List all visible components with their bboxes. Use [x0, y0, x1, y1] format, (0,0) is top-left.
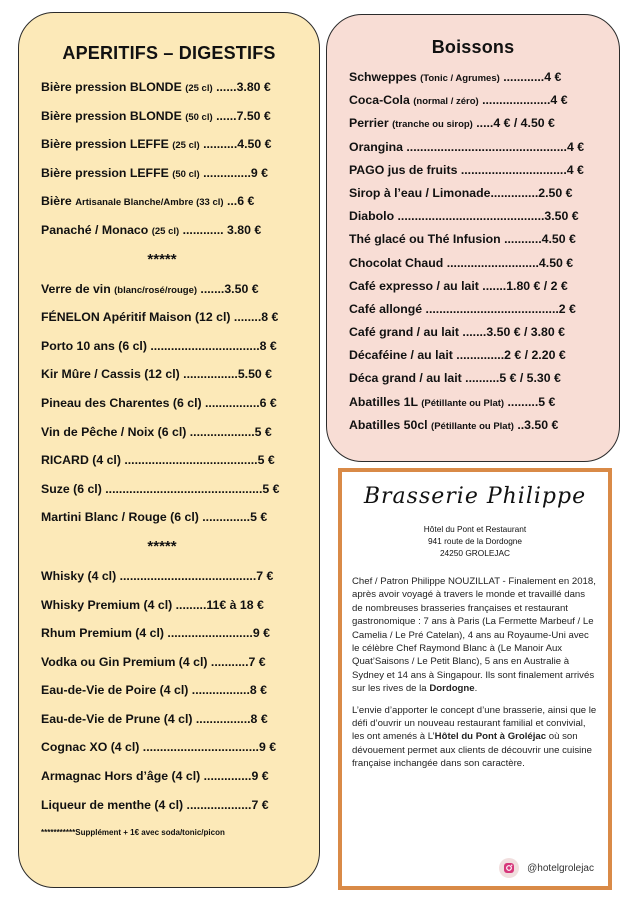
menu-item-note: (blanc/rosé/rouge) [114, 284, 198, 296]
menu-item-row [41, 80, 309, 109]
menu-item-name: Panaché / Monaco [41, 222, 152, 237]
chef-bio-bold: Dordogne [429, 683, 475, 695]
menu-item-price: ............ 3.80 € [179, 222, 262, 237]
menu-item-row [349, 348, 609, 371]
menu-item-row [41, 740, 309, 769]
menu-item-price: .....4 € / 4.50 € [472, 116, 555, 131]
menu-item-row [41, 769, 309, 798]
aperitifs-group-wines [41, 282, 309, 539]
menu-item-name: Déca grand / au lait ..........5 € / 5.30 € [349, 371, 561, 386]
menu-item-name: Thé glacé ou Thé Infusion ...........4.50 € [349, 232, 576, 247]
menu-item-price: ...6 € [223, 194, 255, 209]
menu-item-row [41, 712, 309, 741]
menu-item-row [41, 194, 309, 223]
menu-item-row [41, 310, 309, 339]
menu-item-row [349, 371, 609, 394]
menu-item-name: Whisky (4 cl) ........................................7 € [41, 568, 274, 583]
menu-item-name: Abatilles 50cl [349, 417, 432, 432]
menu-item-row [41, 626, 309, 655]
menu-item-price: ..........4.50 € [199, 137, 272, 152]
address-line: Hôtel du Pont et Restaurant [423, 524, 527, 534]
concept-end: où son dévouement permet aux clients de découvrir une cuisine française inchangée dans son caractère. [352, 731, 592, 770]
menu-item-row [41, 482, 309, 511]
instagram-handle[interactable]: @hotelgrolejac [527, 862, 594, 874]
menu-item-row [41, 598, 309, 627]
menu-item-note: (Pétillante ou Plat) [431, 420, 514, 432]
menu-item-row [349, 232, 609, 255]
menu-item-name: Diabolo ...........................................3.50 € [349, 209, 579, 224]
menu-item-name: Café expresso / au lait .......1.80 € / 2 € [349, 278, 568, 293]
menu-item-row [349, 256, 609, 279]
menu-item-name: Vin de Pêche / Noix (6 cl) ...................5 € [41, 424, 272, 439]
menu-item-row [41, 166, 309, 195]
menu-item-name: Bière pression BLONDE [41, 80, 186, 94]
menu-item-row [41, 425, 309, 454]
menu-item-name: Abatilles 1L [349, 394, 422, 409]
menu-item-row [41, 282, 309, 311]
menu-item-row [41, 339, 309, 368]
menu-item-note: (tranche ou sirop) [392, 119, 473, 131]
menu-item-row [349, 140, 609, 163]
boissons-title: Boissons [431, 37, 515, 57]
boissons-panel [326, 14, 620, 462]
chef-bio-end: . [474, 683, 478, 695]
menu-item-row [349, 395, 609, 418]
menu-item-name: Verre de vin [41, 281, 115, 296]
menu-item-row [41, 223, 309, 252]
menu-item-row [349, 302, 609, 325]
menu-item-note: (25 cl) [185, 83, 213, 94]
menu-item-row [349, 93, 609, 116]
menu-item-name: Bière pression BLONDE [41, 108, 186, 123]
menu-item-name: Café grand / au lait .......3.50 € / 3.80 € [349, 325, 565, 340]
menu-item-name: Martini Blanc / Rouge (6 cl) ..............5 € [41, 510, 268, 525]
address-block [352, 523, 598, 559]
menu-item-name: Suze (6 cl) ..............................................5 € [41, 481, 280, 496]
menu-item-note: (25 cl) [172, 140, 200, 152]
menu-item-note: Artisanale Blanche/Ambre (33 cl) [75, 197, 224, 209]
aperitifs-group-beers [41, 80, 309, 252]
menu-item-name: Chocolat Chaud ...........................4.50 € [349, 255, 574, 270]
menu-item-note: (Pétillante ou Plat) [421, 397, 505, 409]
menu-item-name: Porto 10 ans (6 cl) ................................8 € [41, 338, 277, 353]
menu-item-name: Armagnac Hors d’âge (4 cl) ..............9 € [41, 769, 269, 784]
menu-item-note: (normal / zéro) [413, 96, 479, 108]
aperitifs-title: APERITIFS – DIGESTIFS [62, 43, 276, 63]
chef-bio-paragraph [352, 575, 598, 696]
menu-item-price: ............4 € [499, 70, 562, 84]
menu-item-price: .......3.50 € [197, 281, 259, 296]
menu-item-name: Whisky Premium (4 cl) .........11€ à 18 € [41, 597, 264, 612]
menu-item-name: RICARD (4 cl) .......................................5 € [41, 453, 275, 468]
aperitifs-panel [18, 12, 320, 888]
stars-divider: ***** [147, 537, 177, 555]
instagram-handle-row[interactable] [499, 858, 594, 878]
menu-item-row [41, 137, 309, 166]
menu-item-row [41, 396, 309, 425]
menu-item-note: (50 cl) [172, 168, 200, 180]
menu-item-name: Bière pression LEFFE [41, 137, 173, 152]
menu-item-row [41, 367, 309, 396]
menu-item-name: Bière [41, 194, 76, 209]
menu-item-name: Cognac XO (4 cl) ..................................9 € [41, 740, 277, 755]
menu-item-row [349, 116, 609, 139]
menu-item-name: Coca-Cola [349, 93, 414, 108]
stars-divider: ***** [147, 250, 177, 268]
menu-item-row [349, 279, 609, 302]
supplement-footnote: ***********Supplément + 1€ avec soda/tonic/picon [41, 828, 225, 838]
chef-bio-text: Chef / Patron Philippe NOUZILLAT - Finalement en 2018, après avoir voyagé à travers le monde et travaillé dans de nombreuses brasseries françaises et restaurant gastronomique : 7 ans à Paris (La Fermette Marbeuf / Le Camelia / Le Pré Catelan), 4 ans au Royaume-Uni avec le célèbre Chef Raymond Blanc à (Le Manoir Aux Quat’Saisons / Le Petit Blanc), 5 ans en Australie à Sydney et 14 ans à Singapour. Ils sont finalement arrivés sur les rives de la [352, 576, 596, 695]
boissons-list [349, 70, 609, 441]
menu-item-name: Perrier [349, 116, 393, 131]
menu-item-name: FÉNELON Apéritif Maison (12 cl) ........8 € [41, 310, 279, 325]
menu-item-note: (Tonic / Agrumes) [420, 73, 500, 84]
menu-item-price: ..3.50 € [513, 417, 559, 432]
menu-item-name: Rhum Premium (4 cl) .........................9 € [41, 626, 270, 641]
menu-item-row [349, 209, 609, 232]
menu-item-row [41, 510, 309, 539]
menu-item-row [349, 186, 609, 209]
menu-item-row [349, 163, 609, 186]
menu-item-note: (50 cl) [185, 111, 213, 123]
menu-item-row [41, 798, 309, 827]
menu-item-name: Orangina ...............................................4 € [349, 139, 585, 154]
menu-item-row [41, 569, 309, 598]
menu-item-name: Pineau des Charentes (6 cl) ................6 € [41, 395, 277, 410]
menu-item-price: ..............9 € [199, 165, 269, 180]
menu-item-price: .........5 € [504, 394, 556, 409]
concept-text: L’envie d’apporter le concept d’une brasserie, ainsi que le défi d’ouvrir un nouveau restaurant familial et convivial, les ont amenés à L’ [352, 704, 597, 743]
brasserie-panel [338, 468, 612, 890]
aperitifs-group-spirits [41, 569, 309, 826]
menu-item-name: Bière pression LEFFE [41, 165, 173, 180]
brasserie-logo: Brasserie Philippe [363, 484, 587, 509]
menu-item-price: ....................4 € [478, 93, 568, 108]
menu-item-name: Vodka ou Gin Premium (4 cl) ...........7 € [41, 654, 266, 669]
menu-item-name: PAGO jus de fruits ...............................4 € [349, 162, 584, 177]
menu-item-note: (25 cl) [151, 225, 180, 237]
menu-item-name: Café allongé .......................................2 € [349, 301, 576, 316]
concept-bold: Hôtel du Pont à Groléjac [434, 731, 547, 743]
menu-item-price: ......3.80 € [212, 80, 271, 94]
menu-item-name: Schweppes [349, 70, 421, 84]
menu-item-row [41, 683, 309, 712]
menu-item-row [349, 418, 609, 441]
menu-item-name: Décaféine / au lait ..............2 € / 2.20 € [349, 348, 566, 363]
menu-item-name: Eau-de-Vie de Poire (4 cl) .................8 € [41, 683, 267, 698]
menu-item-price: ......7.50 € [212, 108, 271, 123]
menu-item-row [41, 109, 309, 138]
instagram-icon [499, 858, 519, 878]
menu-item-name: Eau-de-Vie de Prune (4 cl) ................8 € [41, 711, 268, 726]
menu-item-name: Kir Mûre / Cassis (12 cl) ................5.50 € [41, 367, 273, 382]
menu-item-row [349, 325, 609, 348]
address-line: 941 route de la Dordogne [427, 536, 523, 546]
menu-item-name: Liqueur de menthe (4 cl) ...................7 € [41, 797, 269, 812]
menu-item-row [349, 70, 609, 93]
address-line: 24250 GROLEJAC [439, 548, 511, 558]
menu-item-name: Sirop à l’eau / Limonade..............2.50 € [349, 185, 573, 200]
concept-paragraph [352, 704, 598, 771]
menu-item-row [41, 453, 309, 482]
menu-item-row [41, 655, 309, 684]
